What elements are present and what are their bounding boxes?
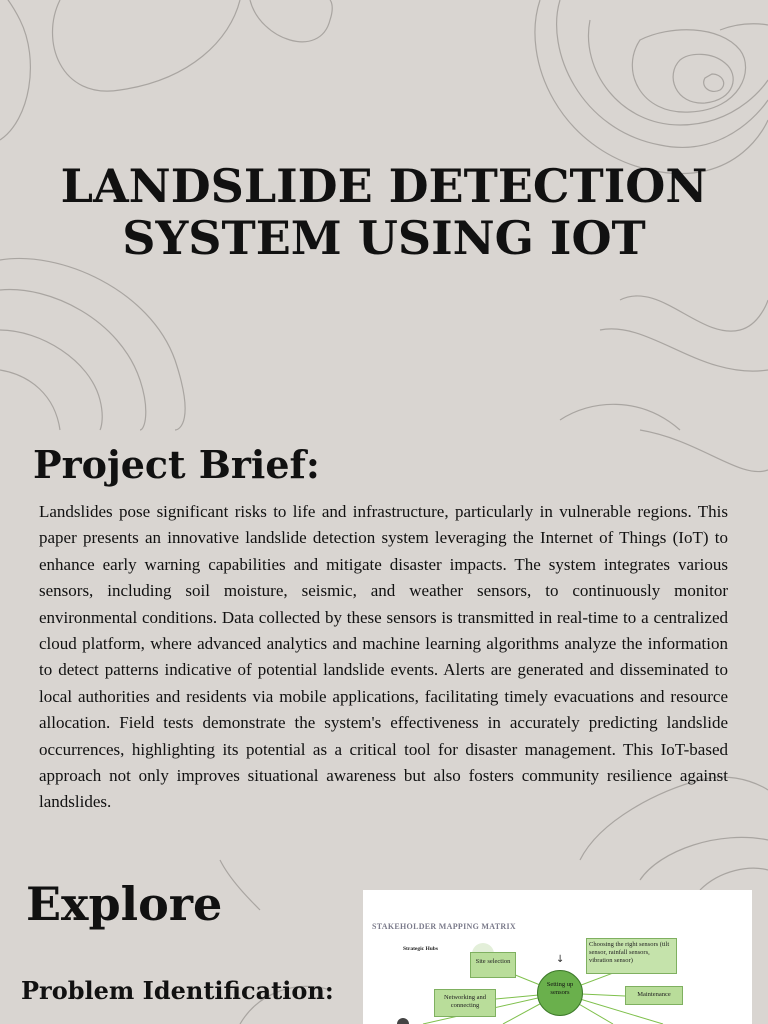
site-selection-box: Site selection	[470, 952, 516, 978]
maintenance-box: Maintenance	[625, 986, 683, 1005]
down-arrow-icon: ↓	[556, 954, 565, 965]
setting-up-sensors-node: Setting up sensors	[537, 970, 583, 1016]
networking-box: Networking and connecting	[434, 989, 496, 1017]
project-brief-heading: Project Brief:	[33, 442, 320, 487]
project-brief-text: Landslides pose significant risks to life and infrastructure, particularly in vulnerable regions. This paper presents an innovative landslide detection system leveraging the Internet of Things (IoT) to enhance early warning capabilities and mitigate disaster impacts. The system integrates various sensors, including soil moisture, seismic, and weather sensors, to continuously monitor environmental conditions. Data collected by these sensors is transmitted in real-time to a centralized cloud platform, where advanced analytics and machine learning algorithms analyze the information to detect patterns indicative of potential landslide events. Alerts are generated and disseminated to local authorities and residents via mobile applications, facilitating timely evacuations and resource allocation. Field tests demonstrate the system's effectiveness in accurately predicting landslide occurrences, highlighting its potential as a critical tool for disaster management. This IoT-based approach not only improves situational awareness but also fosters community resilience against landslides.	[39, 502, 728, 812]
title-line-2: SYSTEM USING IOT	[122, 211, 646, 265]
matrix-hubs-label: Strategic Hubs	[403, 946, 438, 952]
page-title	[0, 160, 768, 264]
choosing-sensors-box: Choosing the right sensors (tilt sensor, rainfall sensors, vibration sensor)	[586, 938, 677, 974]
explore-heading: Explore	[26, 877, 223, 931]
problem-identification-heading: Problem Identification:	[21, 976, 334, 1005]
matrix-title: STAKEHOLDER MAPPING MATRIX	[372, 922, 516, 931]
title-line-1: LANDSLIDE DETECTION	[60, 159, 708, 213]
stakeholder-matrix-figure	[363, 890, 752, 1024]
